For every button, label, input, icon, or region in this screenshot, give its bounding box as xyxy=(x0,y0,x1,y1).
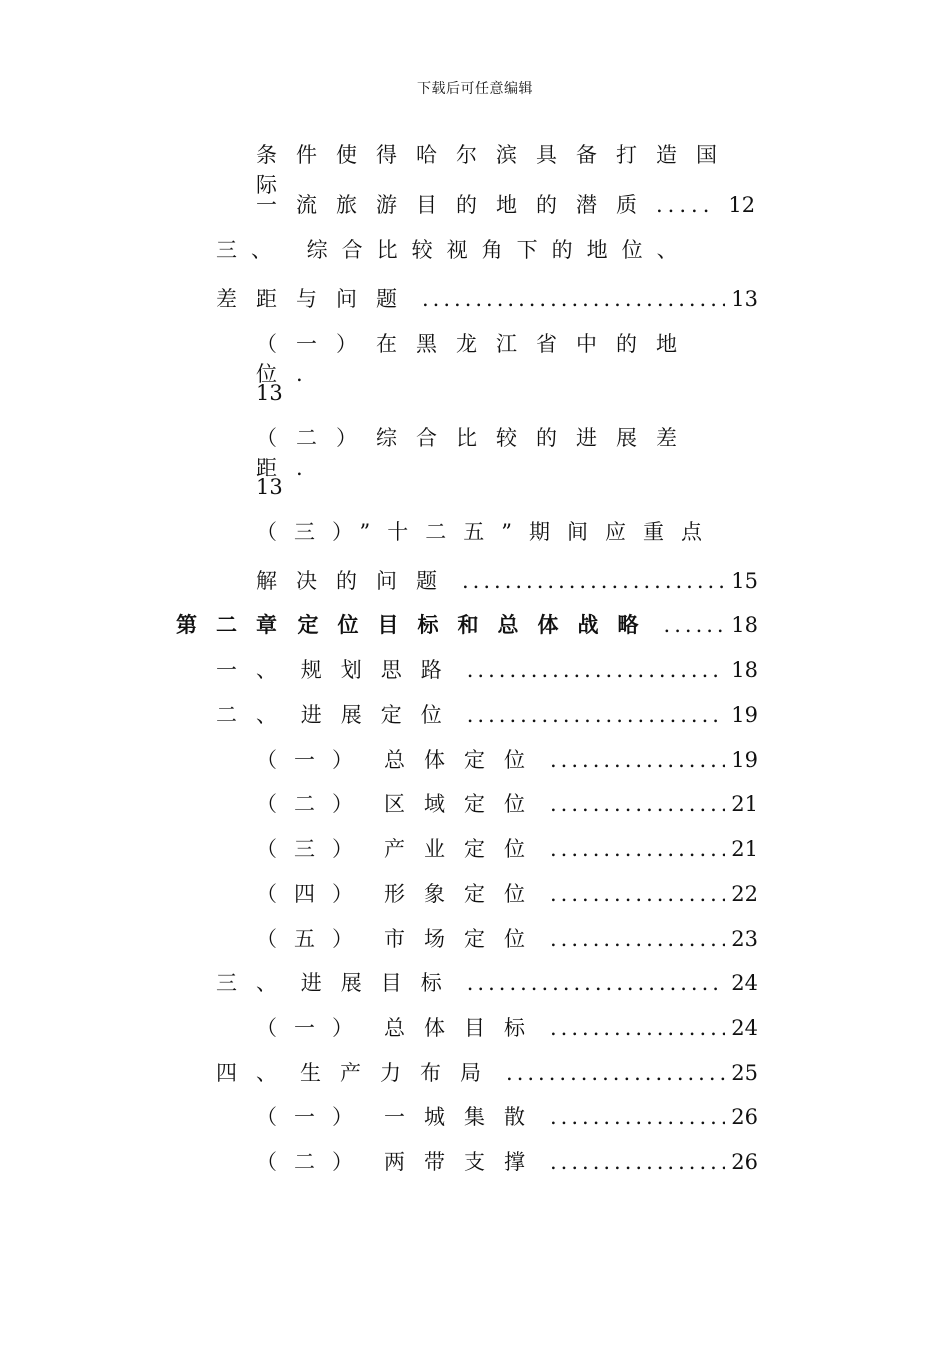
toc-page-number: 25 xyxy=(731,1061,758,1085)
toc-entry-label: （二） xyxy=(256,1150,370,1174)
toc-entry-title: 总体定位 xyxy=(384,748,544,772)
toc-entry[interactable] xyxy=(216,284,758,314)
toc-entry-title: 市场定位 xyxy=(384,927,544,951)
toc-entry-label: 一、 xyxy=(216,658,296,682)
page-header: 下载后可任意编辑 xyxy=(417,81,533,97)
toc-dot-leader xyxy=(462,566,725,596)
toc-entry[interactable] xyxy=(256,1102,758,1132)
toc-dot-leader xyxy=(550,834,725,864)
toc-entry[interactable] xyxy=(256,1013,758,1043)
toc-entry[interactable] xyxy=(216,655,758,685)
toc-dot-leader xyxy=(506,1058,725,1088)
toc-page-number: 19 xyxy=(731,703,758,727)
toc-page-number: 21 xyxy=(731,792,758,816)
toc-entry-title: 总体目标 xyxy=(384,1016,544,1040)
toc-dot-leader xyxy=(550,789,725,819)
toc-chapter-entry[interactable] xyxy=(176,610,758,640)
toc-entry-text: 三、 综合比较视角下的地位、 xyxy=(216,238,692,262)
toc-entry-label: （四） xyxy=(256,882,370,906)
toc-entry-label: 三、 xyxy=(216,971,296,995)
toc-entry-line xyxy=(256,517,758,547)
toc-entry-text: 条件使得哈尔滨具备打造国际 xyxy=(256,143,736,197)
toc-entry[interactable] xyxy=(216,968,758,998)
toc-entry-label: 四、 xyxy=(216,1061,296,1085)
toc-page-number: 23 xyxy=(731,927,758,951)
toc-entry-line xyxy=(256,329,758,389)
toc-dot-leader xyxy=(550,1147,725,1177)
toc-dot-leader xyxy=(550,1102,725,1132)
toc-entry-title: 区域定位 xyxy=(384,792,544,816)
toc-entry-title: 生产力布局 xyxy=(300,1061,501,1085)
toc-page-number: 24 xyxy=(731,1016,758,1040)
toc-chapter-title: 定位目标和总体战略 xyxy=(297,612,658,637)
toc-entry-text: 差距与问题 xyxy=(216,287,416,311)
toc-page-number: 24 xyxy=(731,971,758,995)
toc-entry-label: （二） xyxy=(256,792,370,816)
toc-entry-label: （三） xyxy=(256,837,370,861)
toc-dot-leader xyxy=(550,1013,725,1043)
toc-entry[interactable] xyxy=(256,924,758,954)
toc-page-number: 13 xyxy=(731,287,758,311)
toc-page-number: 18 xyxy=(731,613,758,637)
toc-entry-title: 形象定位 xyxy=(384,882,544,906)
toc-entry-dots: ..... xyxy=(656,193,715,217)
toc-page-number: 26 xyxy=(731,1150,758,1174)
toc-page-number: 22 xyxy=(731,882,758,906)
toc-dot-leader xyxy=(550,924,725,954)
toc-entry[interactable] xyxy=(216,1058,758,1088)
toc-entry-title: 产业定位 xyxy=(384,837,544,861)
toc-entry-label: （一） xyxy=(256,1016,370,1040)
toc-entry[interactable] xyxy=(256,566,758,596)
toc-entry[interactable] xyxy=(216,700,758,730)
toc-entry-label: （一） xyxy=(256,1105,370,1129)
toc-entry-line xyxy=(256,423,758,483)
toc-entry-title: 两带支撑 xyxy=(384,1150,544,1174)
toc-entry-line xyxy=(216,235,758,265)
toc-dot-leader xyxy=(664,610,726,640)
toc-entry-title: 一城集散 xyxy=(384,1105,544,1129)
toc-page-number: 19 xyxy=(731,748,758,772)
toc-page-number: 15 xyxy=(731,569,758,593)
toc-entry-label: 二、 xyxy=(216,703,296,727)
toc-page-number: 12 xyxy=(728,193,756,217)
toc-entry-text: 一流旅游目的地的潜质 xyxy=(256,193,656,217)
toc-dot-leader xyxy=(467,700,726,730)
toc-dot-leader xyxy=(422,284,725,314)
toc-entry-title: 进展定位 xyxy=(300,703,461,727)
toc-dot-leader xyxy=(550,745,725,775)
toc-entry-text: （三）”十二五”期间应重点 xyxy=(256,520,719,544)
toc-entry[interactable] xyxy=(256,190,758,220)
toc-page-number: 13 xyxy=(256,475,283,499)
toc-dot-leader xyxy=(467,968,726,998)
toc-entry-text: 解决的问题 xyxy=(256,569,456,593)
toc-entry[interactable] xyxy=(256,789,758,819)
toc-entry-title: 进展目标 xyxy=(300,971,461,995)
toc-page-number: 26 xyxy=(731,1105,758,1129)
toc-page-number: 18 xyxy=(731,658,758,682)
toc-page-number: 21 xyxy=(731,837,758,861)
toc-entry-text: （一）在黑龙江省中的地位. xyxy=(256,332,696,386)
toc-dot-leader xyxy=(550,879,725,909)
toc-entry[interactable] xyxy=(256,834,758,864)
toc-entry[interactable] xyxy=(256,745,758,775)
toc-entry-label: （五） xyxy=(256,927,370,951)
toc-entry-label: （一） xyxy=(256,748,370,772)
toc-entry[interactable] xyxy=(256,1147,758,1177)
toc-dot-leader xyxy=(467,655,726,685)
toc-chapter-label: 第二章 xyxy=(176,612,296,637)
toc-entry[interactable] xyxy=(256,879,758,909)
toc-entry-title: 规划思路 xyxy=(300,658,461,682)
toc-page-number: 13 xyxy=(256,381,283,405)
toc-entry-text: （二）综合比较的进展差距. xyxy=(256,426,696,480)
